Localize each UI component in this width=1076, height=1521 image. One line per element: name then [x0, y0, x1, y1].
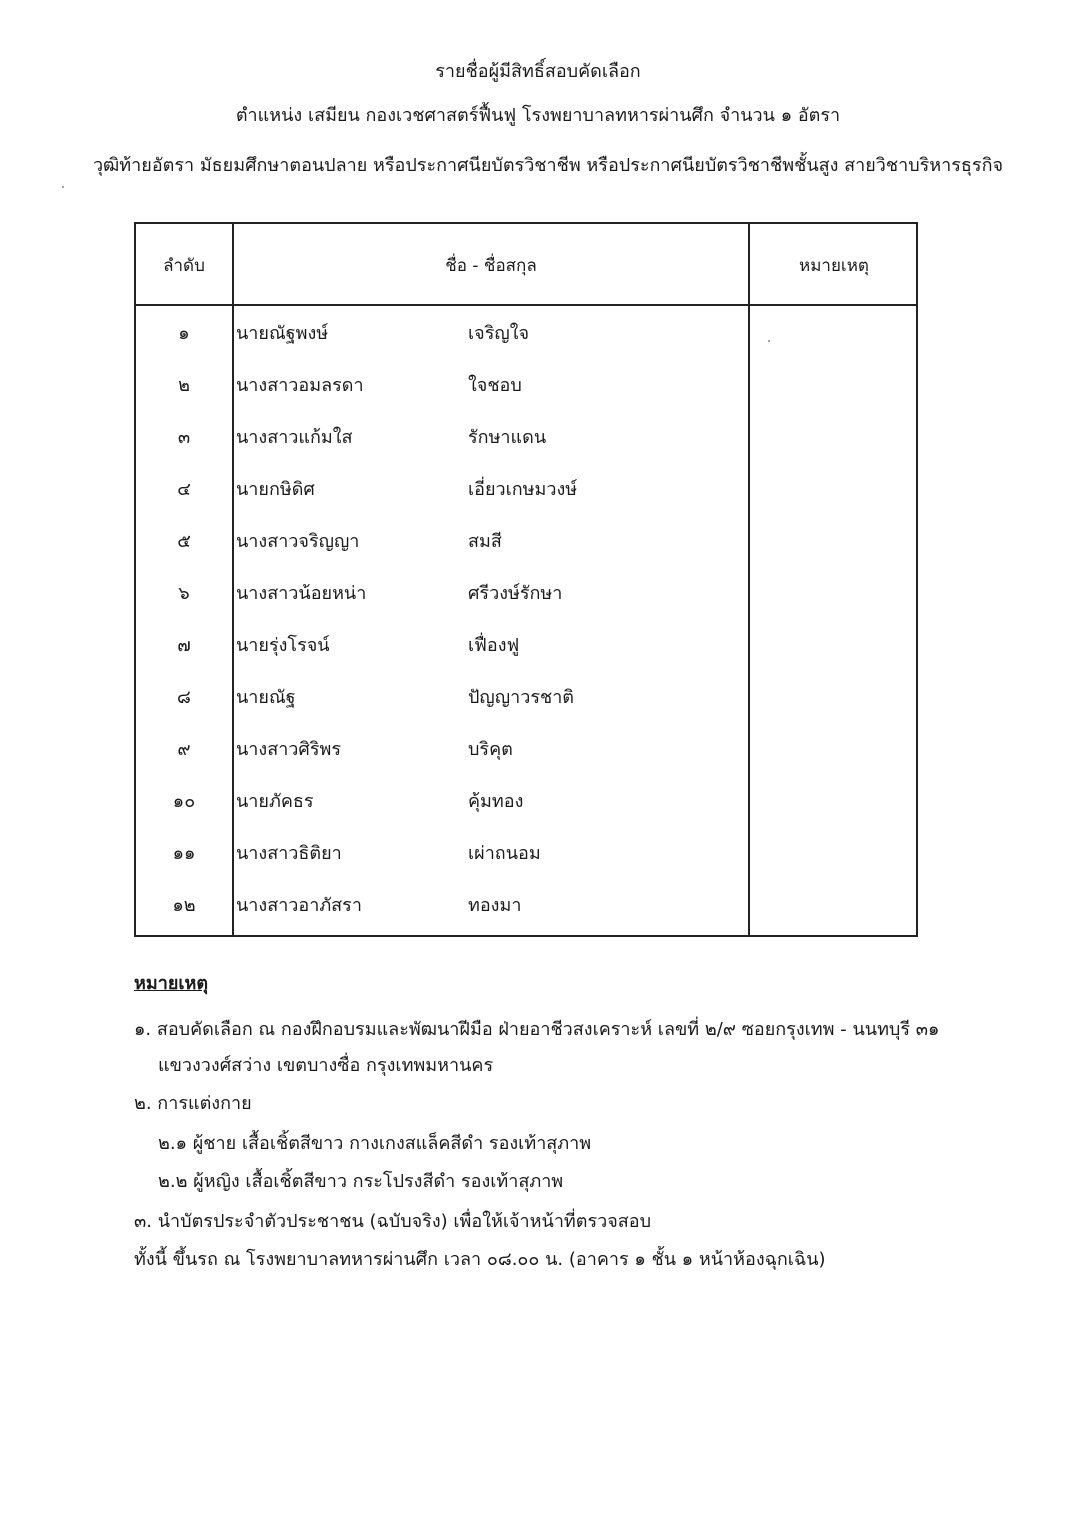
row-number: ๗ [177, 635, 191, 656]
table-row [136, 774, 916, 826]
row-last-name: บริคุต [468, 739, 513, 760]
note-line: ๑. สอบคัดเลือก ณ กองฝึกอบรมและพัฒนาฝีมือ ฝ่ายอาชีวสงเคราะห์ เลขที่ ๒/๙ ซอยกรุงเทพ - นนทบุรี ๓๑ [134, 1019, 940, 1040]
table-row [136, 618, 916, 670]
table-row [136, 722, 916, 774]
note-line: ๒.๑ ผู้ชาย เสื้อเชิ้ตสีขาว กางเกงสแล็คสีดำ รองเท้าสุภาพ [158, 1133, 592, 1154]
table-row [136, 878, 916, 930]
row-last-name: ใจชอบ [468, 375, 522, 396]
row-first-name: นางสาวจริญญา [236, 531, 360, 552]
row-number: ๑๐ [172, 791, 196, 812]
table-row [136, 410, 916, 462]
row-first-name: นายณัฐพงษ์ [236, 323, 329, 344]
row-last-name: คุ้มทอง [468, 791, 524, 812]
row-first-name: นางสาวแก้มใส [236, 427, 353, 448]
header-no: ลำดับ [163, 256, 205, 276]
table-row [136, 514, 916, 566]
notes-heading: หมายเหตุ [134, 973, 209, 994]
table-row [136, 826, 916, 878]
row-last-name: ปัญญาวรชาติ [468, 687, 574, 708]
header-remark: หมายเหตุ [799, 256, 869, 276]
table-row [136, 306, 916, 358]
scan-artifact [62, 186, 64, 188]
row-first-name: นางสาวธิติยา [236, 843, 342, 864]
row-first-name: นายภัคธร [236, 791, 314, 812]
row-number: ๕ [177, 531, 191, 552]
row-number: ๔ [177, 479, 191, 500]
note-line: ๓. นำบัตรประจำตัวประชาชน (ฉบับจริง) เพื่อให้เจ้าหน้าที่ตรวจสอบ [134, 1211, 652, 1232]
row-last-name: สมสี [468, 531, 502, 552]
row-number: ๑๒ [172, 895, 196, 916]
note-line: ๒.๒ ผู้หญิง เสื้อเชิ้ตสีขาว กระโปรงสีดำ รองเท้าสุภาพ [158, 1171, 564, 1192]
row-last-name: เอี่ยวเกษมวงษ์ [468, 479, 578, 500]
candidate-table [134, 222, 918, 937]
qualification-line: วุฒิท้ายอัตรา มัธยมศึกษาตอนปลาย หรือประกาศนียบัตรวิชาชีพ หรือประกาศนียบัตรวิชาชีพชั้นสูง สายวิชาบริหารธุรกิจ [92, 155, 1004, 176]
row-first-name: นางสาวอาภัสรา [236, 895, 362, 916]
table-row [136, 566, 916, 618]
row-number: ๘ [177, 687, 191, 708]
row-last-name: เผ่าถนอม [468, 843, 541, 864]
table-row [136, 358, 916, 410]
row-last-name: ทองมา [468, 895, 522, 916]
row-last-name: เฟื่องฟู [468, 635, 520, 656]
row-first-name: นายณัฐ [236, 687, 296, 708]
row-number: ๓ [177, 427, 191, 448]
row-number: ๒ [178, 375, 190, 396]
table-row [136, 670, 916, 722]
row-last-name: รักษาแดน [468, 427, 547, 448]
note-line: ๒. การแต่งกาย [134, 1093, 252, 1114]
row-number: ๑๑ [172, 843, 196, 864]
row-number: ๙ [177, 739, 191, 760]
row-first-name: นายกษิดิศ [236, 479, 315, 500]
row-first-name: นายรุ่งโรจน์ [236, 635, 330, 656]
row-last-name: เจริญใจ [468, 323, 530, 344]
position-subtitle: ตำแหน่ง เสมียน กองเวชศาสตร์ฟื้นฟู โรงพยาบาลทหารผ่านศึก จำนวน ๑ อัตรา [235, 105, 841, 126]
row-last-name: ศรีวงษ์รักษา [468, 583, 563, 604]
row-first-name: นางสาวศิริพร [236, 739, 342, 760]
row-first-name: นางสาวน้อยหน่า [236, 583, 367, 604]
note-line: ทั้งนี้ ขึ้นรถ ณ โรงพยาบาลทหารผ่านศึก เวลา ๐๘.๐๐ น. (อาคาร ๑ ชั้น ๑ หน้าห้องฉุกเฉิน) [134, 1249, 826, 1270]
header-name: ชื่อ - ชื่อสกุล [445, 256, 537, 276]
row-number: ๖ [178, 583, 190, 604]
note-line: แขวงวงศ์สว่าง เขตบางซื่อ กรุงเทพมหานคร [158, 1055, 494, 1076]
table-row [136, 462, 916, 514]
page-title: รายชื่อผู้มีสิทธิ์สอบคัดเลือก [435, 61, 641, 82]
row-first-name: นางสาวอมลรดา [236, 375, 364, 396]
row-number: ๑ [178, 323, 190, 344]
scan-artifact [768, 340, 770, 342]
